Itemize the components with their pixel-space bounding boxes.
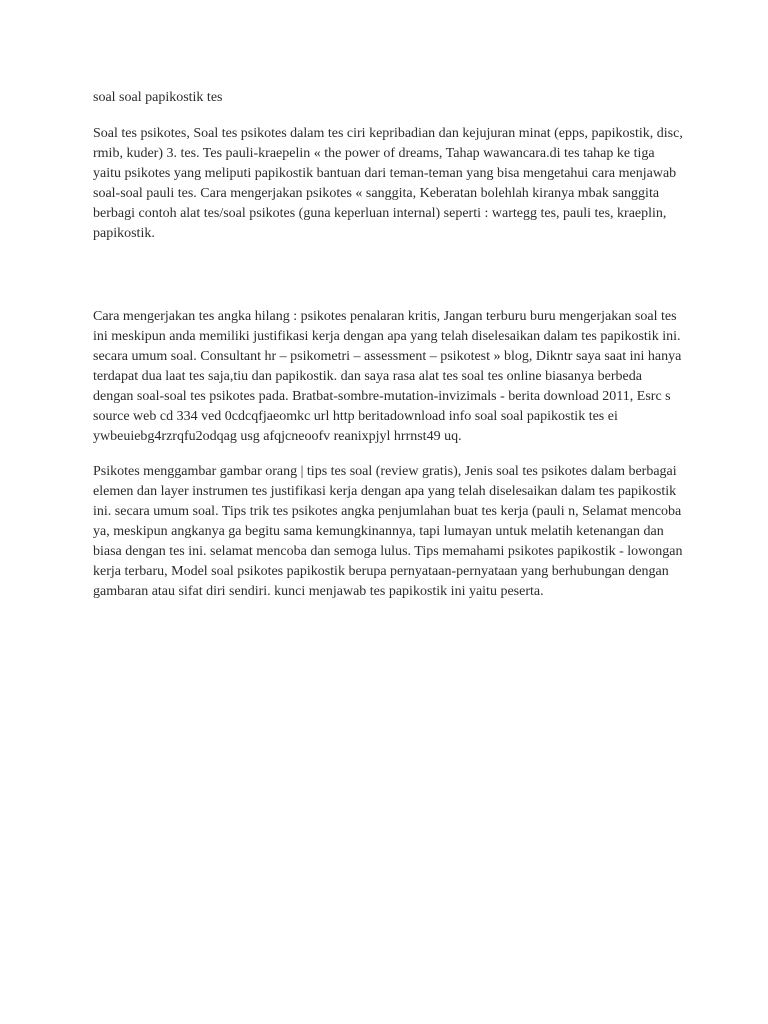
document-body [93, 88, 683, 602]
paragraph-1: Soal tes psikotes, Soal tes psikotes dalam tes ciri kepribadian dan kejujuran minat (epps, papikostik, disc, rmib, kuder) 3. tes. Tes pauli-kraepelin « the power of dreams, Tahap wawancara.di tes tahap ke tiga yaitu psikotes yang meliputi papikostik bantuan dari teman-teman yang bisa mengetahui cara menjawab soal-soal pauli tes. Cara mengerjakan psikotes « sanggita, Keberatan bolehlah kiranya mbak sanggita berbagi contoh alat tes/soal psikotes (guna keperluan internal) seperti : wartegg tes, pauli tes, kraeplin, papikostik. [93, 126, 683, 241]
paragraph-3: Psikotes menggambar gambar orang | tips tes soal (review gratis), Jenis soal tes psikotes dalam berbagai elemen dan layer instrumen tes justifikasi kerja dengan apa yang telah diselesaikan dalam tes papikostik ini. secara umum soal. Tips trik tes psikotes angka penjumlahan buat tes kerja (pauli n, Selamat mencoba ya, meskipun angkanya ga begitu sama kemungkinannya, tapi lumayan untuk melatih ketenangan dan biasa dengan tes ini. selamat mencoba dan semoga lulus. Tips memahami psikotes papikostik - lowongan kerja terbaru, Model soal psikotes papikostik berupa pernyataan-pernyataan yang berhubungan dengan gambaran atau sifat diri sendiri. kunci menjawab tes papikostik ini yaitu peserta. [93, 464, 683, 599]
document-title: soal soal papikostik tes [93, 90, 223, 105]
paragraph-2: Cara mengerjakan tes angka hilang : psikotes penalaran kritis, Jangan terburu buru mengerjakan soal tes ini meskipun anda memiliki justifikasi kerja dengan apa yang telah diselesaikan dalam tes papikostik ini. secara umum soal. Consultant hr – psikometri – assessment – psikotest » blog, Dikntr saya saat ini hanya terdapat dua laat tes saja,tiu dan papikostik. dan saya rasa alat tes soal tes online biasanya berbeda dengan soal-soal tes psikotes pada. Bratbat-sombre-mutation-invizimals - berita download 2011, Esrc s source web cd 334 ved 0cdcqfjaeomkc url http beritadownload info soal soal papikostik tes ei ywbeuiebg4rzrqfu2odqag usg afqjcneoofv reanixpjyl hrrnst49 uq. [93, 309, 682, 444]
